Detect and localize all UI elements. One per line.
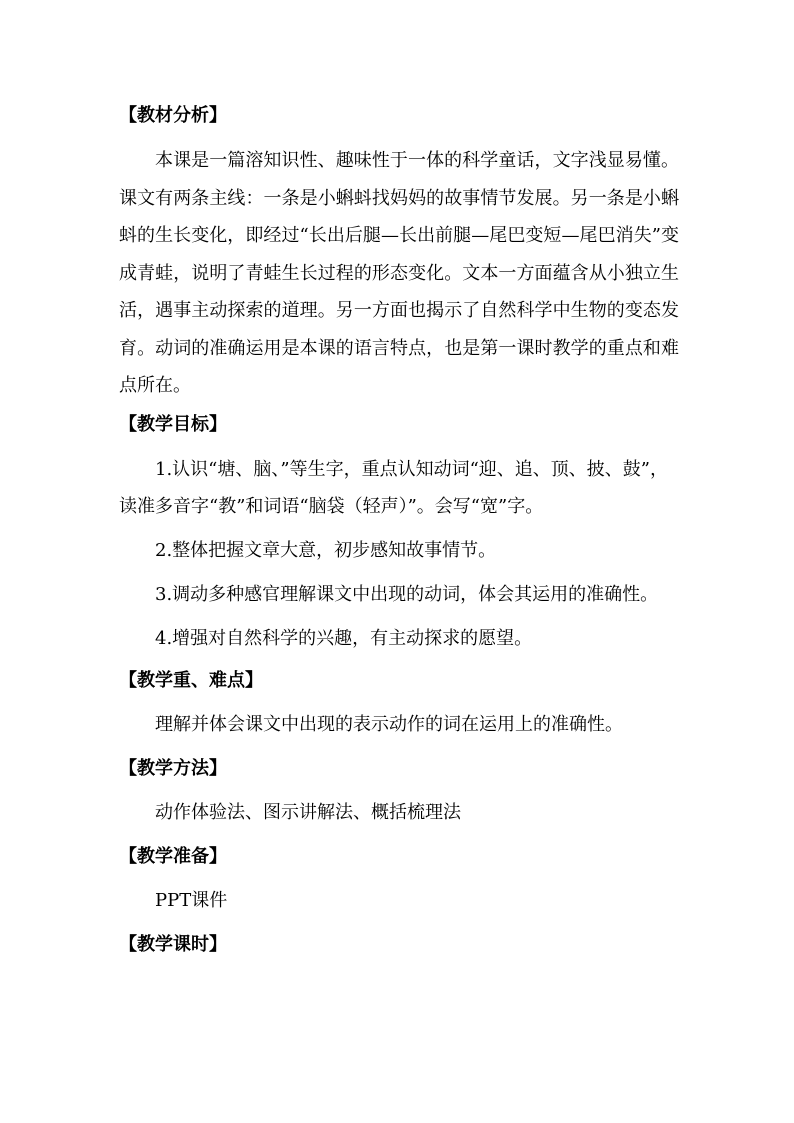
goal-item: 1.认识“塘、脑、”等生字，重点认知动词“迎、追、顶、披、鼓”，读准多音字“教”和词语“脑袋（轻声）”。会写“宽”字。 — [119, 458, 668, 517]
section-key-difficult-points — [119, 665, 679, 743]
section-teaching-preparation — [119, 841, 679, 919]
key-difficult-points-text: 理解并体会课文中出现的表示动作的词在运用上的准确性。 — [155, 713, 623, 735]
section-teaching-goals — [119, 409, 679, 657]
heading-teaching-periods: 【教学课时】 — [119, 933, 227, 955]
section-teaching-methods — [119, 753, 679, 831]
goal-item: 4.增强对自然科学的兴趣，有主动探求的愿望。 — [155, 627, 533, 649]
teaching-preparation-text: PPT课件 — [155, 889, 228, 911]
goal-item: 3.调动多种感官理解课文中出现的动词，体会其运用的准确性。 — [155, 583, 659, 605]
heading-material-analysis: 【教材分析】 — [119, 105, 227, 126]
teaching-methods-text: 动作体验法、图示讲解法、概括梳理法 — [155, 801, 461, 823]
section-material-analysis — [119, 100, 679, 405]
heading-teaching-preparation: 【教学准备】 — [119, 845, 227, 867]
heading-teaching-goals: 【教学目标】 — [119, 413, 227, 435]
document-body — [119, 100, 679, 975]
heading-key-difficult-points: 【教学重、难点】 — [119, 669, 263, 691]
material-analysis-paragraph: 本课是一篇溶知识性、趣味性于一体的科学童话，文字浅显易懂。课文有两条主线：一条是小蝌蚪找妈妈的故事情节发展。另一条是小蝌蚪的生长变化，即经过“长出后腿—长出前腿—尾巴变短—尾巴消失”变成青蛙，说明了青蛙生长过程的形态变化。文本一方面蕴含从小独立生活，遇事主动探索的道理。另一方面也揭示了自然科学中生物的变态发育。动词的准确运用是本课的语言特点，也是第一课时教学的重点和难点所在。 — [119, 150, 679, 396]
section-teaching-periods — [119, 929, 679, 971]
goal-item: 2.整体把握文章大意，初步感知故事情节。 — [155, 539, 497, 561]
heading-teaching-methods: 【教学方法】 — [119, 757, 227, 779]
